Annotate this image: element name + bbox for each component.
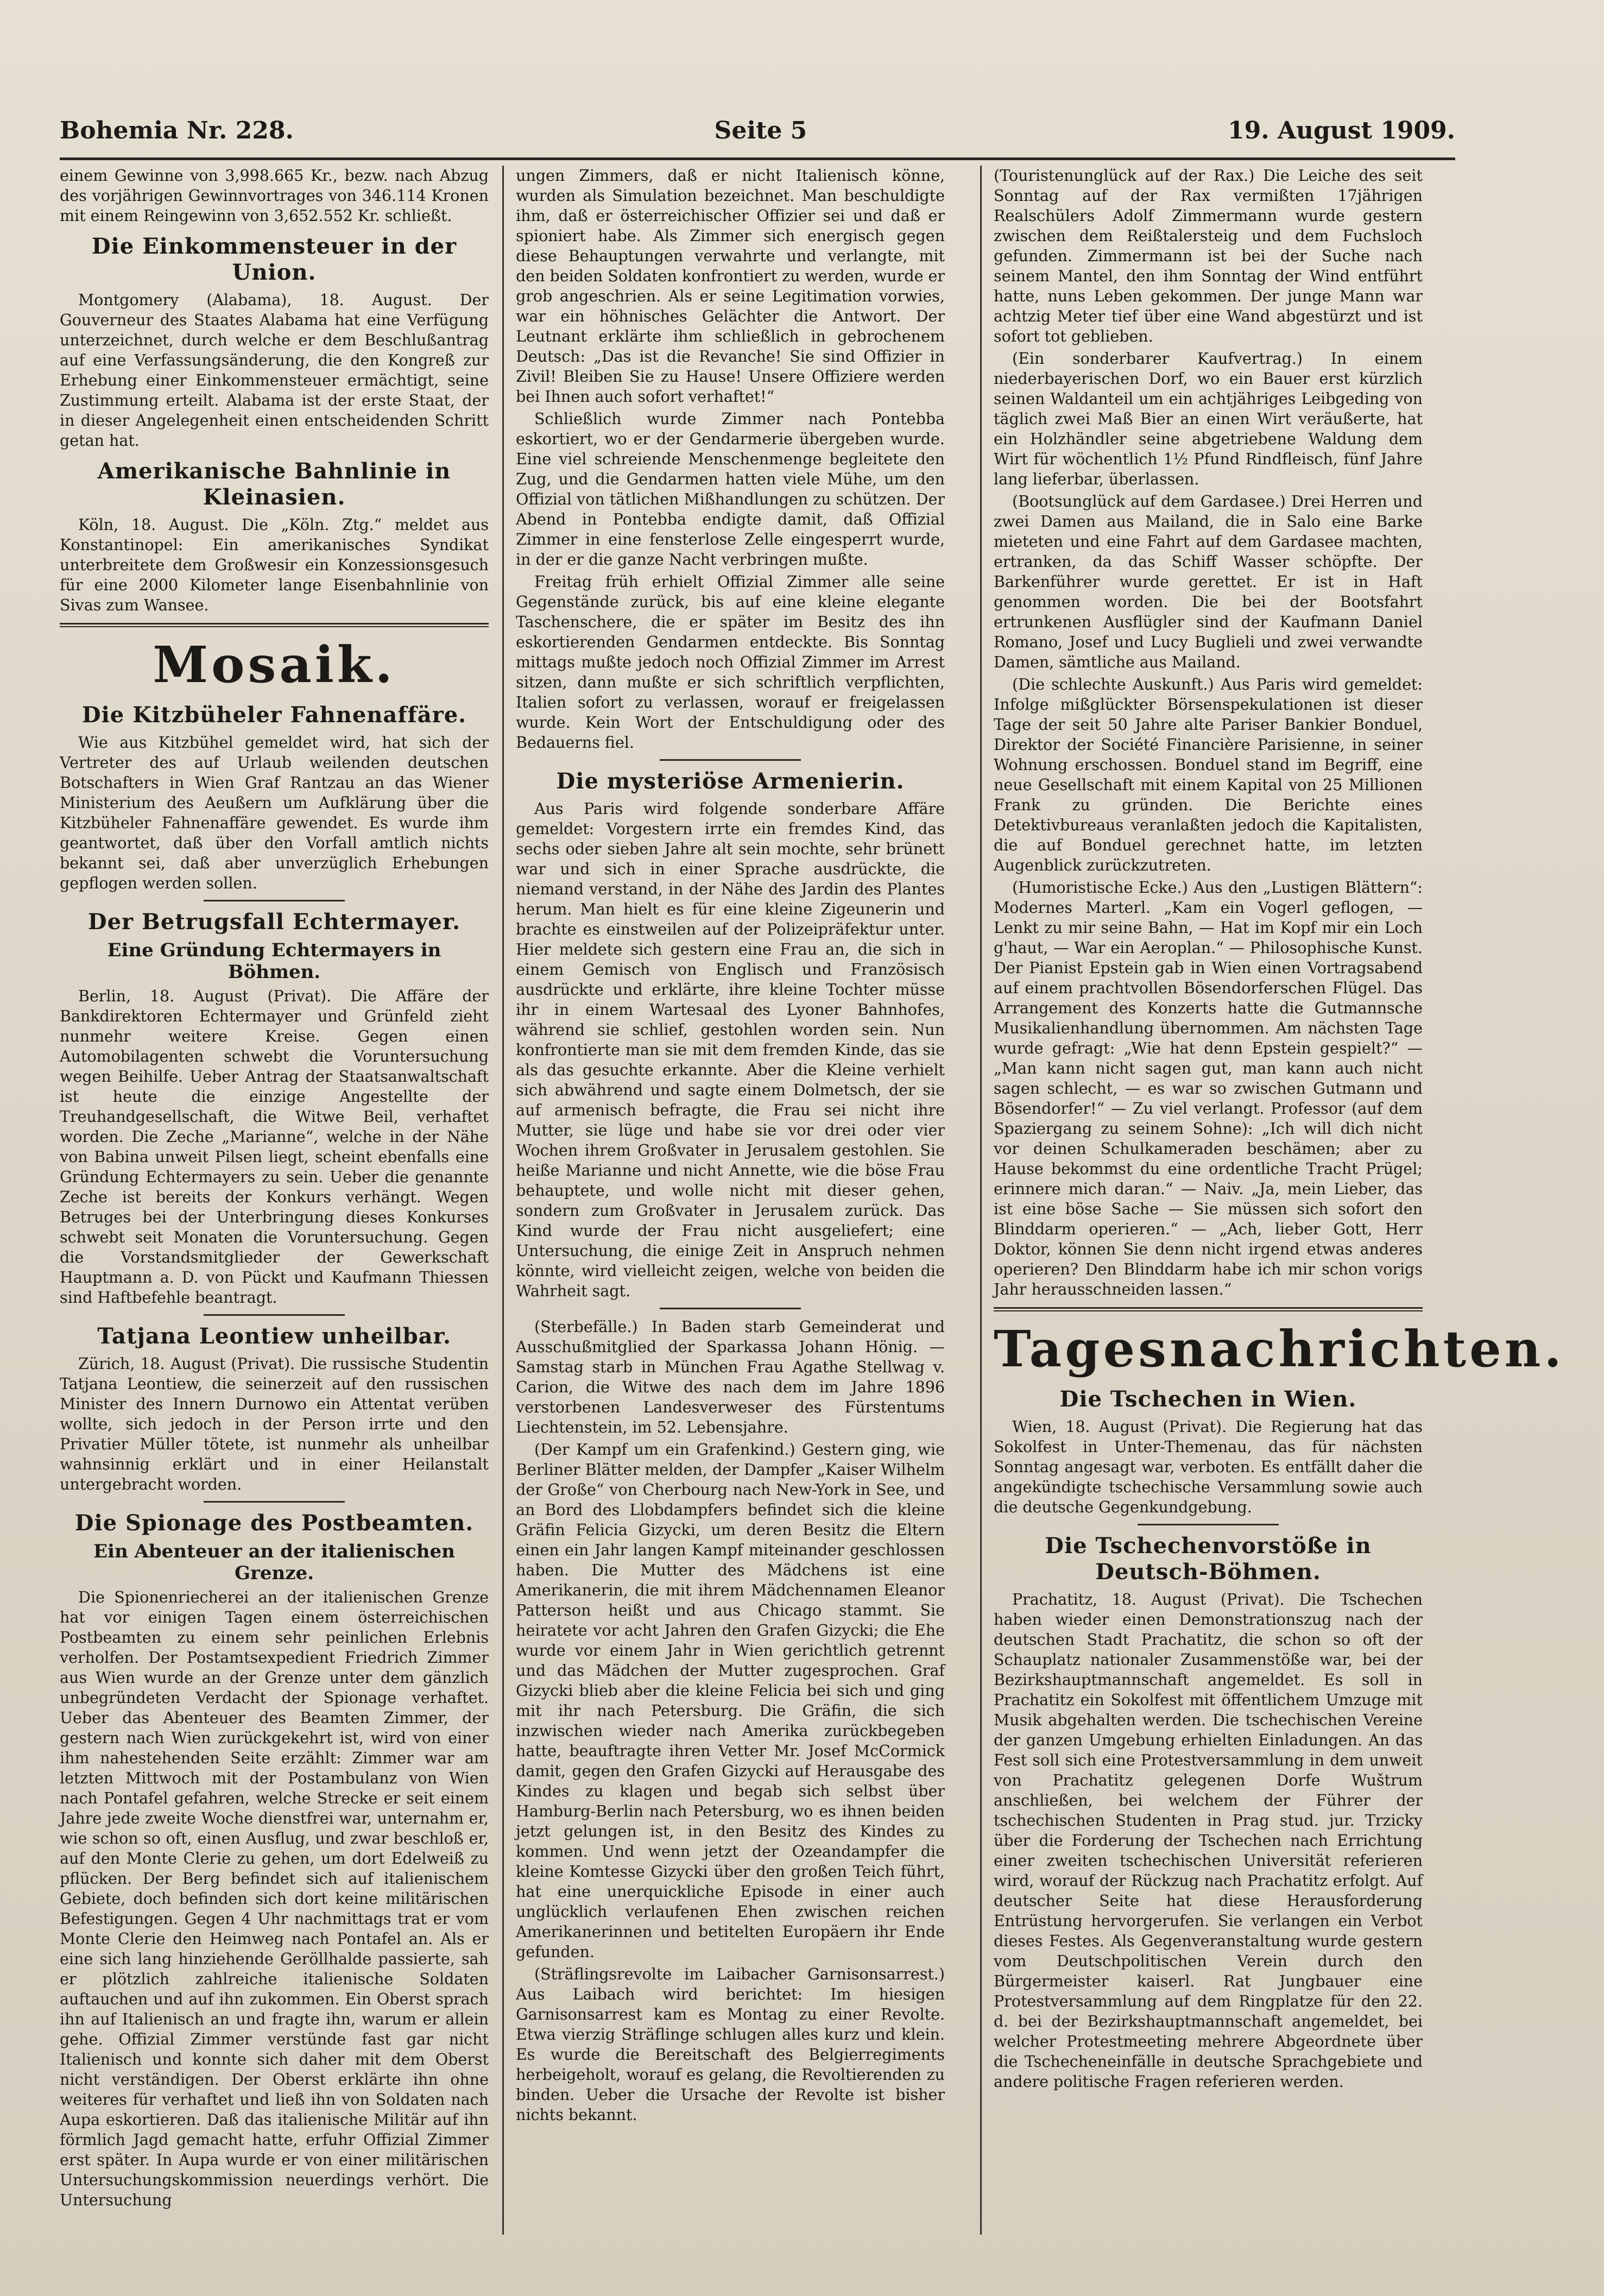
article-text: (Ein sonderbarer Kaufvertrag.) In einem niederbayerischen Dorf, wo ein Bauer erst kürzlich seinen Waldanteil um ein achtjähriges Leibgeding von täglich zwei Maß Bier an einen Wirt veräußerte, hat ein Holzhändler seine abgetriebene Waldung dem Wirt für wöchentlich 1½ Pfund Rindfleisch, fünf Jahre lang lieferbar, überlassen. <box>994 350 1423 488</box>
article-headline: Die Tschechenvorstöße in Deutsch-Böhmen. <box>1045 1533 1372 1585</box>
column-divider-2 <box>980 166 982 2235</box>
article-headline: Die Tschechen in Wien. <box>1059 1386 1357 1412</box>
article-headline: Der Betrugsfall Echtermayer. <box>87 909 461 935</box>
section-title-mosaik: Mosaik. <box>153 635 396 694</box>
article-text: Zürich, 18. August (Privat). Die russische Studentin Tatjana Leontiew, die seinerzeit auf den russischen Minister des Innern Durnowo ein Attentat verüben wollte, sich jedoch in der Person irrte und den Privatier Müller tötete, ist nunmehr als unheilbar wahnsinnig erklärt und in einer Heilanstalt untergebracht worden. <box>60 1355 489 1493</box>
header-issue: Bohemia Nr. 228. <box>60 117 294 144</box>
column-3 <box>994 166 1565 2251</box>
article-text: Wien, 18. August (Privat). Die Regierung hat das Sokolfest in Unter-Themenau, das für nächsten Sonntag angesagt war, verboten. Es entfällt daher die angekündigte tschechische Versammlung sowie auch die deutsche Gegenkundgebung. <box>994 1418 1423 1516</box>
article-headline: Die Kitzbüheler Fahnenaffäre. <box>81 702 467 728</box>
article-text: Wie aus Kitzbühel gemeldet wird, hat sich der Vertreter des auf Urlaub weilenden deutschen Botschafters in Wien Graf Rantzau an das Wiener Ministerium des Aeußern um Aufklärung über die Kitzbüheler Fahnenaffäre gewendet. Es wurde ihm geantwortet, daß über den Vorfall amtlich nichts bekannt sei, daß aber unverzüglich Erhebungen gepflogen werden sollen. <box>60 734 489 892</box>
article-text: (Bootsunglück auf dem Gardasee.) Drei Herren und zwei Damen aus Mailand, die in Salo eine Barke mieteten und eine Fahrt auf dem Gardasee machten, ertranken, da das Schiff Wasser schöpfte. Der Barkenführer wurde gerettet. Er ist in Haft genommen worden. Die bei der Bootsfahrt ertrunkenen Ausflügler sind der Kaufmann Daniel Romano, Josef und Lucy Buglieli und zwei verwandte Damen, sämtliche aus Mailand. <box>994 493 1423 671</box>
article-text: (Humoristische Ecke.) Aus den „Lustigen Blättern“: Modernes Marterl. „Kam ein Vogerl geflogen, — Lenkt zu mir seine Bahn, — Hat im Kopf mir ein Loch g'haut, — War ein Aeroplan.“ — Philosophische Kunst. Der Pianist Epstein gab in Wien einen Vortragsabend auf einem prachtvollen Bösendorferschen Flügel. Das Arrangement des Konzerts hatte die Gutmannsche Musikalienhandlung übernommen. Am nächsten Tage wurde gefragt: „Wie hat denn Epstein gespielt?“ — „Man kann nicht sagen gut, man kann auch nicht sagen schlecht, — es war so zwischen Gutmann und Bösendorfer!“ — Zu viel verlangt. Professor (auf dem Spaziergang zu seinem Sohne): „Ich will dich nicht vor deinen Schulkameraden beschämen; aber zu Hause bekommst du eine ordentliche Tracht Prügel; erinnere mich daran.“ — Naiv. „Ja, mein Lieber, das ist eine böse Sache — Sie müssen sich sofort den Blinddarm operieren.“ — „Ach, lieber Gott, Herr Doktor, können Sie denn nicht irgend etwas anderes operieren? Den Blinddarm habe ich mir schon vorigs Jahr herausschneiden lassen.“ <box>994 879 1423 1298</box>
article-text: Montgomery (Alabama), 18. August. Der Gouverneur des Staates Alabama hat eine Verfügung unterzeichnet, durch welche er dem Beschlußantrag auf eine Verfassungsänderung, die den Kongreß zur Erhebung einer Einkommensteuer ermächtigt, seine Zustimmung erteilt. Alabama ist der erste Staat, der in dieser Angelegenheit einen entscheidenden Schritt getan hat. <box>60 291 489 450</box>
article-text: ungen Zimmers, daß er nicht Italienisch könne, wurden als Simulation bezeichnet. Man beschuldigte ihm, daß er österreichischer Offizier sei und daß er spioniert habe. Als Zimmer sich energisch gegen diese Behauptungen verwahrte und verlangte, mit den beiden Soldaten konfrontiert zu werden, wurde er grob angeschrien. Als er seine Legitimation vorwies, war ein höhnisches Gelächter die Antwort. Der Leutnant erklärte ihm schließlich in gebrochenem Deutsch: „Das ist die Revanche! Sie sind Offizier in Zivil! Bleiben Sie zu Hause! Unsere Offiziere werden bei Ihnen auch sofort verhaftet!“ <box>516 167 945 406</box>
article-text: (Der Kampf um ein Grafenkind.) Gestern ging, wie Berliner Blätter melden, der Dampfer „Kaiser Wilhelm der Große“ von Cherbourg nach New-York in See, und an Bord des Llobdampfers befindet sich die kleine Gräfin Felicia Gizycki, um deren Besitz die Eltern einen ein Jahr langen Kampf miteinander geschlossen haben. Die Mutter des Mädchens ist eine Amerikanerin, die mit ihrem Mädchennamen Eleanor Patterson heißt und aus Chicago stammt. Sie heiratete vor acht Jahren den Grafen Gizycki; die Ehe wurde vor einem Jahr in Wien gerichtlich getrennt und das Mädchen der Mutter zugesprochen. Graf Gizycki blieb aber die kleine Felicia bei sich und ging mit ihr nach Petersburg. Die Gräfin, die sich inzwischen wieder nach Amerika zurückbegeben hatte, beauftragte ihren Vetter Mr. Josef McCormick damit, gegen den Grafen Gizycki auf Herausgabe des Kindes zu klagen und begab sich selbst über Hamburg-Berlin nach Petersburg, wo es ihnen beiden jetzt gelungen ist, in den Besitz des Kindes zu kommen. Und wenn jetzt der Ozeandampfer die kleine Komtesse Gizycki über den großen Teich führt, hat eine unerquickliche Episode in einer auch unglücklich verlaufenen Ehen zwischen reichen Amerikanerinnen und betitelten Europäern ihr Ende gefunden. <box>516 1441 945 1961</box>
divider <box>204 1314 345 1316</box>
article-text: (Sträflingsrevolte im Laibacher Garnisonsarrest.) Aus Laibach wird berichtet: Im hiesigen Garnisonsarrest kam es Montag zu einer Revolte. Etwa vierzig Sträflinge schlugen alles kurz und klein. Es wurde die Bereitschaft des Belgierregiments herbeigeholt, worauf es gelang, die Revoltierenden zu binden. Ueber die Ursache der Revolte ist bisher nichts bekannt. <box>516 1965 945 2124</box>
article-text: Die Spionenriecherei an der italienischen Grenze hat vor einigen Tagen einem österreichischen Postbeamten zu einem sehr peinlichen Erlebnis verholfen. Der Postamtsexpedient Friedrich Zimmer aus Wien wurde an der Grenze unter dem gänzlich unbegründeten Verdacht der Spionage verhaftet. Ueber das Abenteuer des Beamten Zimmer, der gestern nach Wien zurückgekehrt ist, wird von einer ihm nahestehenden Seite erzählt: Zimmer war am letzten Mittwoch mit der Postambulanz von Wien nach Pontafel gefahren, welche Strecke er seit einem Jahre jede zweite Woche dienstfrei war, unternahm er, wie schon so oft, einen Ausflug, und zwar beschloß er, auf den Monte Clerie zu gehen, um dort Edelweiß zu pflücken. Der Berg befindet sich auf italienischem Gebiete, doch befinden sich dort keine militärischen Befestigungen. Gegen 4 Uhr nachmittags trat er vom Monte Clerie den Heimweg nach Pontafel an. Als er eine sich lang hinziehende Geröllhalde passierte, sah er plötzlich zahlreiche italienische Soldaten auftauchen und auf ihn zukommen. Ein Oberst sprach ihn auf Italienisch an und fragte ihn, warum er allein gehe. Offizial Zimmer verstünde fast gar nicht Italienisch und konnte sich daher mit dem Oberst nicht verständigen. Der Oberst erklärte ihn ohne weiteres für verhaftet und ließ ihn von Soldaten nach Aupa eskortieren. Daß das italienische Militär auf ihn förmlich Jagd gemacht hatte, erfuhr Offizial Zimmer erst später. In Aupa wurde er von einer militärischen Untersuchungskommission neuerdings verhört. Die Untersuchung <box>60 1588 489 2209</box>
article-text: (Touristenunglück auf der Rax.) Die Leiche des seit Sonntag auf der Rax vermißten 17jährigen Realschülers Adolf Zimmermann wurde gestern zwischen dem Reißtalersteig und dem Fuchsloch gefunden. Zimmermann ist bei der Suche nach seinem Mantel, den ihm Sonntag der Wind entführt hatte, nuns Leben gekommen. Der junge Mann war achtzig Meter tief über eine Wand abgestürzt und ist sofort tot geblieben. <box>994 167 1423 345</box>
divider <box>1138 1524 1279 1525</box>
divider <box>204 900 345 901</box>
article-text: einem Gewinne von 3,998.665 Kr., bezw. nach Abzug des vorjährigen Gewinnvortrages von 346.114 Kronen mit einem Reingewinn von 3,652.552 Kr. schließt. <box>60 167 489 225</box>
header-date: 19. August 1909. <box>1228 117 1455 144</box>
article-headline: Die Spionage des Postbeamten. <box>74 1510 474 1536</box>
article-subheadline: Ein Abenteuer an der italienischen Grenze. <box>93 1541 455 1584</box>
header-page-number: Seite 5 <box>714 117 807 144</box>
article-text: (Sterbefälle.) In Baden starb Gemeinderat und Ausschußmitglied der Sparkassa Johann Hönig. — Samstag starb in München Frau Agathe Stellwag v. Carion, die Witwe des nach dem im Jahre 1896 verstorbenen Landesverweser des Fürstentums Liechtenstein, im 52. Lebensjahre. <box>516 1318 945 1436</box>
page-header <box>60 117 1455 149</box>
article-text: Berlin, 18. August (Privat). Die Affäre der Bankdirektoren Echtermayer und Grünfeld zieht nunmehr weitere Kreise. Gegen einen Automobilagenten schwebt die Voruntersuchung wegen Beihilfe. Ueber Antrag der Staatsanwaltschaft ist heute die einzige Angestellte der Treuhandgesellschaft, die Witwe Beil, verhaftet worden. Die Zeche „Marianne“, welche in der Nähe von Babina unweit Pilsen liegt, scheint ebenfalls eine Gründung Echtermayers zu sein. Ueber die genannte Zeche ist bereits der Konkurs verhängt. Wegen Betruges bei der Unterbringung dieses Konkurses schwebt seit Monaten die Voruntersuchung. Gegen die Vorstandsmitglieder der Gewerkschaft Hauptmann a. D. von Pückt und Kaufmann Thiessen sind Haftbefehle beantragt. <box>60 987 489 1307</box>
article-subheadline: Eine Gründung Echtermayers in Böhmen. <box>107 939 441 983</box>
section-rule <box>60 623 489 627</box>
article-headline: Tatjana Leontiew unheilbar. <box>97 1323 451 1349</box>
header-rule <box>60 157 1455 160</box>
section-rule <box>994 1307 1423 1311</box>
article-text: (Die schlechte Auskunft.) Aus Paris wird gemeldet: Infolge mißglückter Börsenspekulationen ist dieser Tage der seit 50 Jahre alte Pariser Bankier Bonduel, Direktor der Société Financière Parisienne, in seiner Wohnung erschossen. Bonduel stand im Begriff, eine neue Gesellschaft mit einem Kapital von 25 Millionen Frank zu gründen. Die Berichte eines Detektivbureaus veranlaßten jedoch die Kapitalisten, die auf Bonduel gerechnet hatte, im letzten Augenblick zurückzutreten. <box>994 676 1423 874</box>
article-headline: Die Einkommensteuer in der Union. <box>91 234 457 285</box>
article-headline: Amerikanische Bahnlinie in Kleinasien. <box>97 458 451 510</box>
article-text: Aus Paris wird folgende sonderbare Affäre gemeldet: Vorgestern irrte ein fremdes Kind, das sechs oder sieben Jahre alt sein mochte, sehr brünett war und sich in einer Sprache ausdrückte, die niemand verstand, in der Nähe des Jardin des Plantes herum. Man hielt es für eine kleine Zigeunerin und brachte es einstweilen auf der Polizeipräfektur unter. Hier meldete sich gestern eine Frau an, die sich in einem Gemisch von Englisch und Französisch ausdrückte und erklärte, ihre kleine Tochter müsse ihr in einem Wartesaal des Lyoner Bahnhofes, während sie schlief, gestohlen worden sein. Nun konfrontierte man sie mit dem fremden Kinde, das sie als das gesuchte erkannte. Aber die Kleine verhielt sich abwährend und sagte einem Dolmetsch, der sie auf armenisch befragte, die Frau sei nicht ihre Mutter, sie lüge und habe sie vor drei oder vier Wochen ihrem Großvater in Jerusalem gestohlen. Sie heiße Marianne und nicht Annette, wie die böse Frau behauptete, und wolle nicht mit dieser gehen, sondern zum Großvater in Jerusalem zurück. Das Kind wurde der Frau nicht ausgeliefert; eine Untersuchung, die einige Zeit in Anspruch nehmen könnte, wird vielleicht zeigen, welche von beiden die Wahrheit sagt. <box>516 800 945 1300</box>
article-headline: Die mysteriöse Armenierin. <box>556 768 905 794</box>
column-1 <box>60 166 489 2251</box>
article-text: Freitag früh erhielt Offizial Zimmer alle seine Gegenstände zurück, bis auf eine kleine elegante Taschenschere, die er später im Besitz des ihn eskortierenden Gendarmen entdeckte. Bis Sonntag mittags mußte jedoch noch Offizial Zimmer im Arrest sitzen, dann mußte er sich schriftlich verpflichten, Italien sofort zu verlassen, worauf er freigelassen wurde. Kein Wort der Entschuldigung oder des Bedauerns fiel. <box>516 573 945 752</box>
column-divider-1 <box>502 166 504 2235</box>
article-text: Köln, 18. August. Die „Köln. Ztg.“ meldet aus Konstantinopel: Ein amerikanisches Syndikat unterbreitete dem Großwesir ein Konzessionsgesuch für eine 2000 Kilometer lange Eisenbahnlinie von Sivas zum Wansee. <box>60 516 489 614</box>
article-text: Prachatitz, 18. August (Privat). Die Tschechen haben wieder einen Demonstrationszug nach der deutschen Stadt Prachatitz, die schon so oft der Schauplatz nationaler Zusammenstöße war, bei der Bezirkshauptmannschaft angemeldet. Es soll in Prachatitz ein Sokolfest mit öffentlichem Umzuge mit Musik abgehalten werden. Die tschechischen Vereine der ganzen Umgebung erhielten Einladungen. An das Fest soll sich eine Protestversammlung in dem unweit von Prachatitz gelegenen Dorfe Wuštrum anschließen, bei welchem der Führer der tschechischen Studenten in Prag stud. jur. Trzicky über die Forderung der Tschechen nach Errichtung einer zweiten tschechischen Universität referieren wird, worauf der Rückzug nach Prachatitz erfolgt. Auf deutscher Seite hat diese Herausforderung Entrüstung hervorgerufen. Sie verlangen ein Verbot dieses Festes. Als Gegenveranstaltung wurde gestern vom Deutschpolitischen Verein durch den Bürgermeister kaiserl. Rat Jungbauer eine Protestversammlung auf dem Ringplatze für den 22. d. bei der Bezirkshauptmannschaft angemeldet, bei welcher Protestmeeting mehrere Abgeordnete über die Tschecheneinfälle in deutsche Sprachgebiete und andere politische Fragen referieren werden. <box>994 1591 1423 2091</box>
divider <box>660 759 801 761</box>
section-title-tagesnachrichten: Tagesnachrichten. <box>994 1320 1565 1378</box>
column-2 <box>516 166 945 2251</box>
divider <box>660 1308 801 1309</box>
article-text: Schließlich wurde Zimmer nach Pontebba eskortiert, wo er der Gendarmerie übergeben wurde. Eine viel schreiende Menschenmenge begleitete den Zug, und die Gendarmen hatten viele Mühe, um den Offizial von tätlichen Mißhandlungen zu schützen. Der Abend in Pontebba endigte damit, daß Offizial Zimmer in eine fensterlose Zelle eingesperrt wurde, in der er die ganze Nacht verbringen mußte. <box>516 410 945 569</box>
divider <box>204 1501 345 1503</box>
